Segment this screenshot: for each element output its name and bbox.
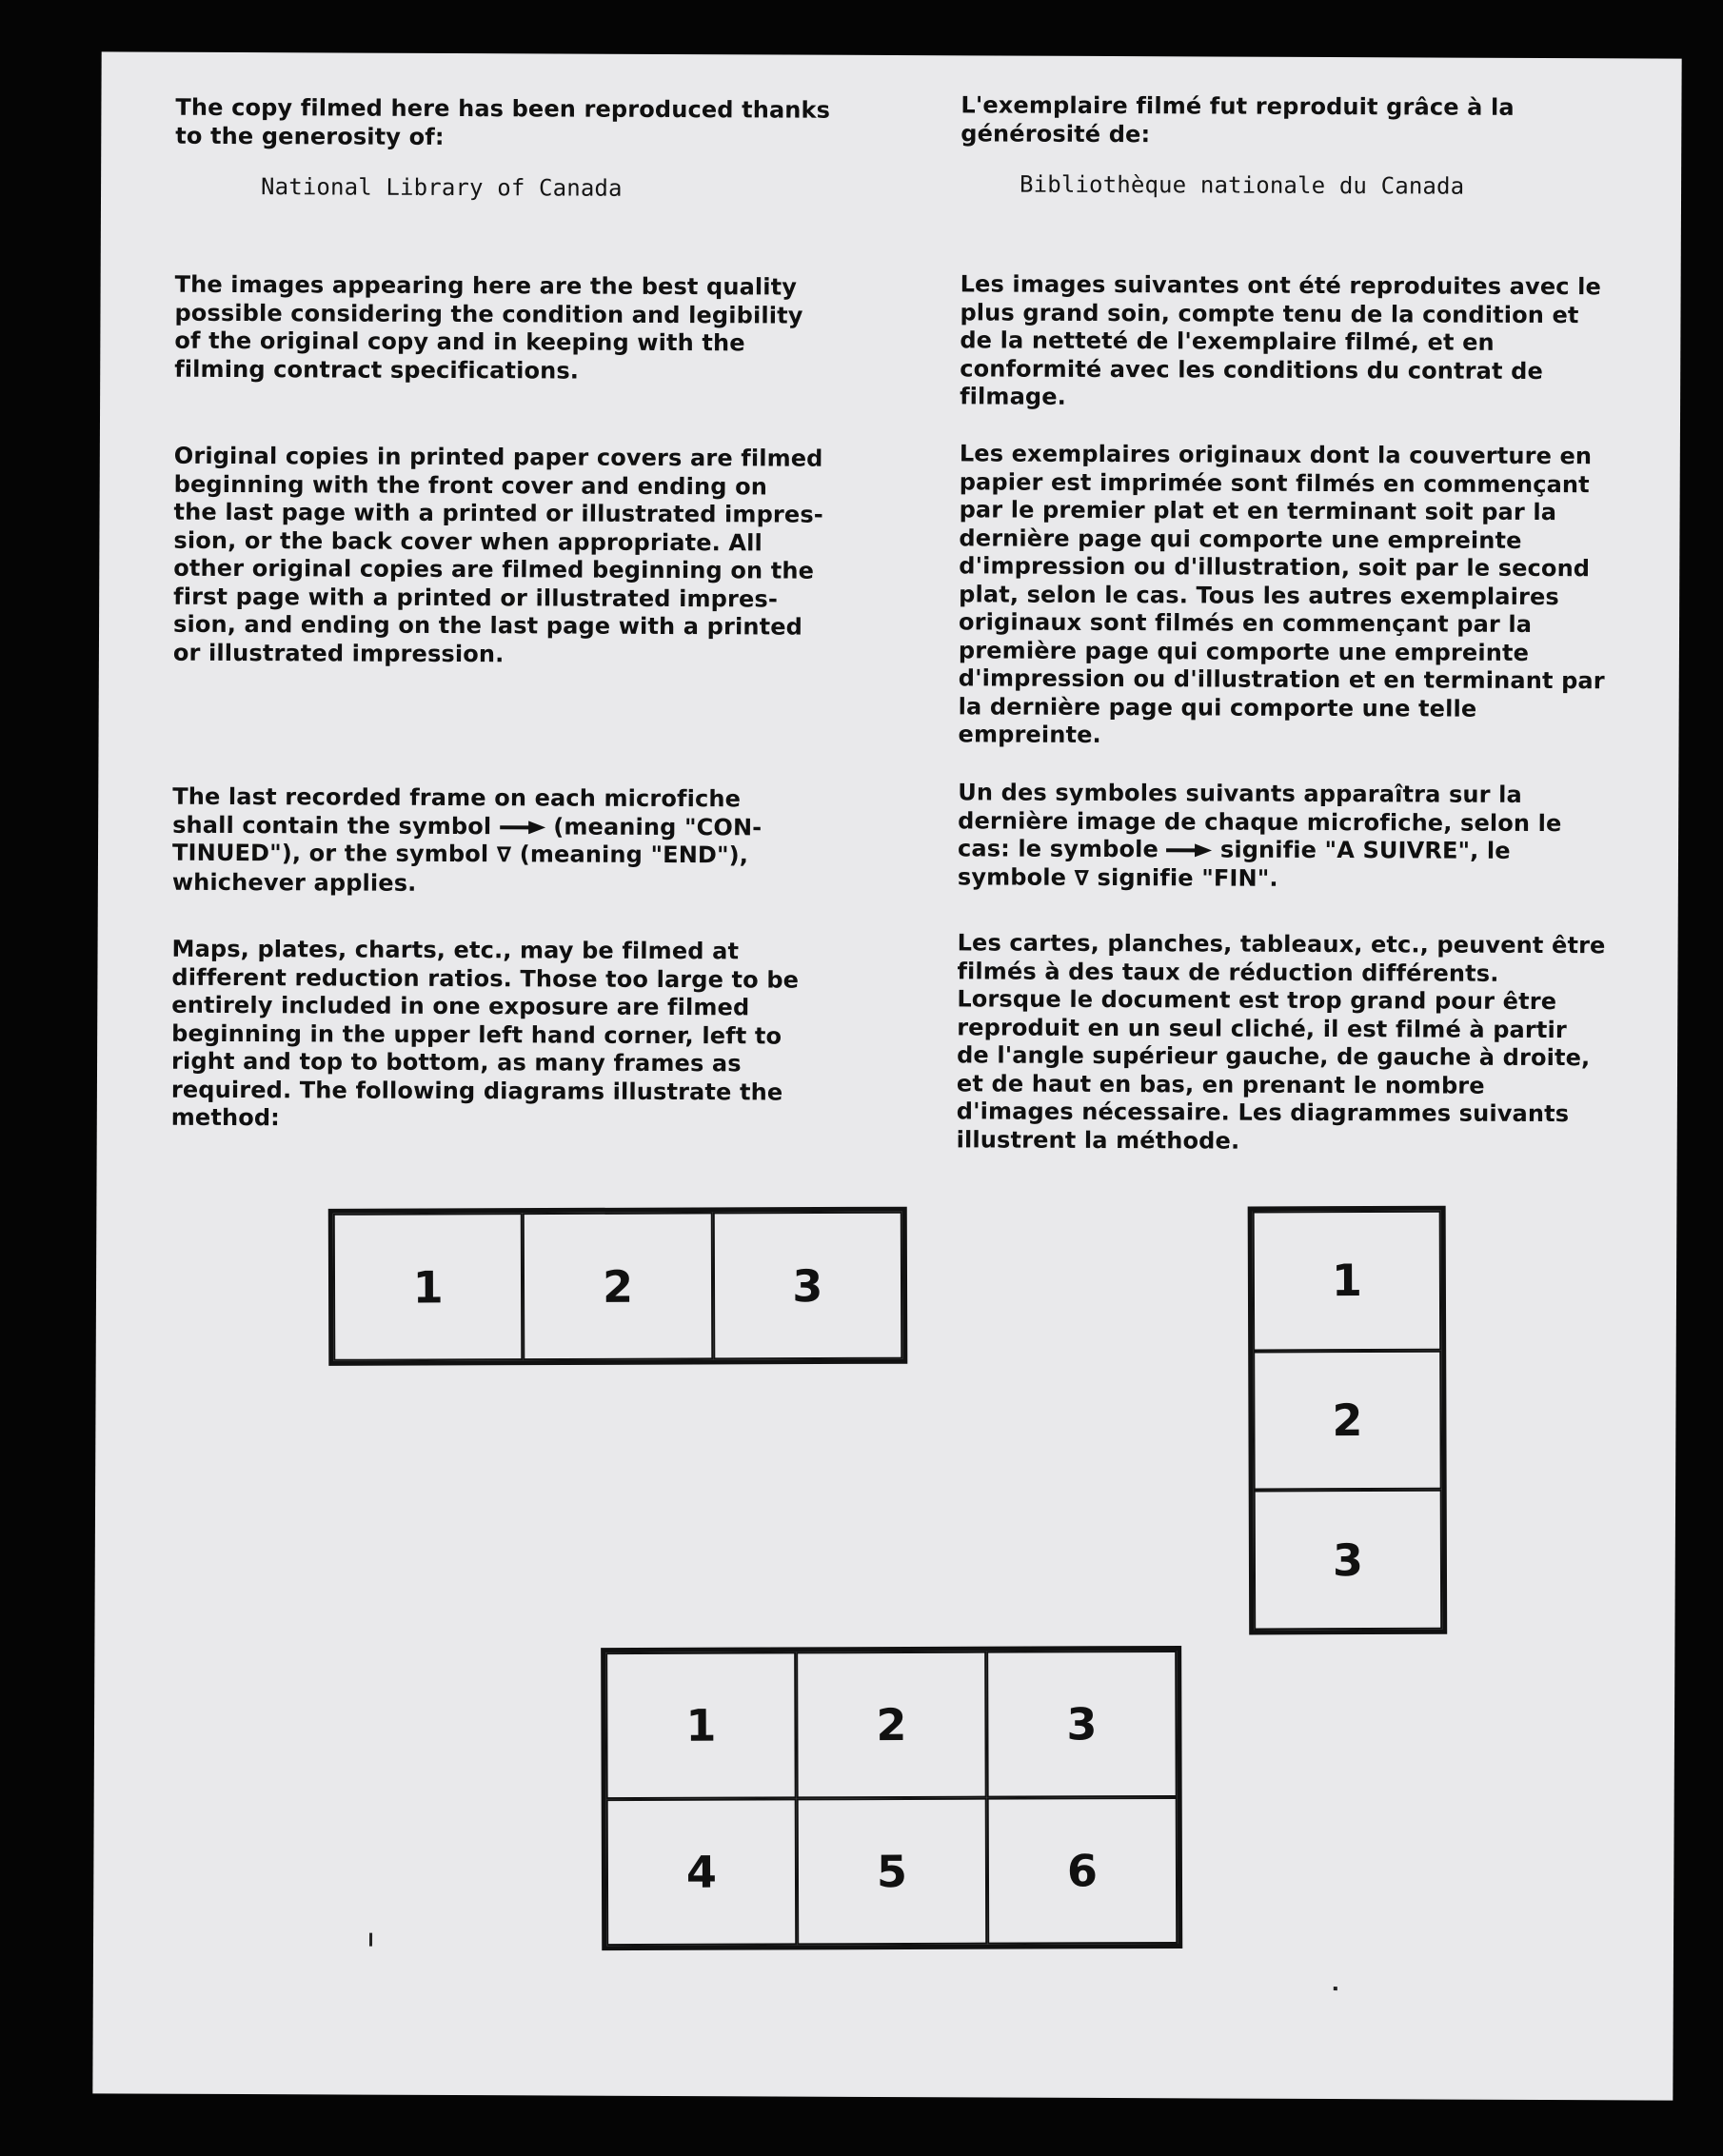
- continued-arrow-icon: [500, 821, 545, 834]
- en-covers-paragraph: [173, 443, 860, 670]
- fr-quality-text: Les images suivantes ont été reproduites avec le plus grand soin, compte tenu de la condition et de la netteté de l'exemplaire filmé, et en conformité avec les conditions du contrat de filmage.: [960, 270, 1602, 410]
- en-quality-paragraph: [174, 271, 861, 386]
- frame-cell: 1: [333, 1213, 524, 1361]
- frame-cell: 4: [606, 1798, 798, 1946]
- fr-quality-paragraph: [960, 270, 1646, 414]
- frame-cell: 2: [523, 1212, 713, 1360]
- suivre-arrow-icon: [1166, 843, 1212, 857]
- scan-speck: [369, 1933, 372, 1947]
- en-symbols-line-2: [172, 811, 858, 842]
- scan-speck: [1334, 1987, 1337, 1990]
- fr-maps-text: Les cartes, planches, tableaux, etc., peuvent être filmés à des taux de réduction différents. Lorsque le document est trop grand pour être reproduit en un seul cliché, il est filmé à partir de l'angle supérieur gauche, de gauche à droite, et de haut en bas, en prenant le nombre d'images nécessaire. Les diagrammes suivants illustrent la méthode.: [956, 929, 1606, 1155]
- frame-cell: 6: [987, 1797, 1178, 1945]
- diagram-vertical-three-frames: [1248, 1206, 1448, 1635]
- en-symbols-line-3-pre: TINUED"), or the symbol: [171, 839, 497, 868]
- en-intro: The copy filmed here has been reproduced thanks to the generosity of:: [175, 93, 831, 150]
- frame-cell: 3: [712, 1212, 902, 1360]
- en-symbols-paragraph: [172, 783, 859, 900]
- frame-cell: 2: [796, 1652, 987, 1799]
- en-quality-text: The images appearing here are the best quality possible considering the condition and legibility of the original copy and in keeping with the filming contract specifications.: [174, 270, 803, 385]
- english-column: [175, 94, 861, 205]
- fr-maps-paragraph: [957, 929, 1643, 1157]
- fr-symbols-line-3: [958, 835, 1643, 866]
- fr-symbols-paragraph: [958, 779, 1644, 895]
- fr-symbols-line-1: Un des symboles suivants apparaîtra sur la: [958, 779, 1522, 808]
- fr-covers-paragraph: [959, 440, 1645, 752]
- frame-cell: 3: [986, 1651, 1178, 1798]
- fr-symbols-line-2: dernière image de chaque microfiche, selon le: [958, 806, 1562, 837]
- en-library-name: National Library of Canada: [261, 173, 623, 202]
- fr-symbols-line-3-pre: cas: le symbole: [957, 835, 1167, 863]
- fr-symbols-line-4-post: signifie "FIN".: [1089, 863, 1278, 892]
- frame-cell: 1: [1253, 1211, 1442, 1351]
- frame-cell: 5: [797, 1798, 988, 1946]
- en-symbols-line-2-pre: shall contain the symbol: [172, 811, 500, 840]
- diagram-horizontal-three-frames: [328, 1207, 908, 1366]
- fr-intro: L'exemplaire filmé fut reproduit grâce à la générosité de:: [961, 91, 1515, 148]
- en-symbols-line-4: whichever applies.: [171, 868, 417, 897]
- fin-triangle-icon: ∇: [1074, 866, 1090, 891]
- frame-cell: 2: [1253, 1350, 1442, 1490]
- end-triangle-icon: ∇: [496, 843, 512, 868]
- en-symbols-line-3: [172, 840, 858, 872]
- en-maps-paragraph: [171, 936, 858, 1136]
- french-column: [961, 91, 1646, 202]
- microfilm-target-page: [92, 51, 1681, 2100]
- diagram-six-frame-grid: [601, 1646, 1182, 1950]
- fr-library-name: Bibliothèque nationale du Canada: [1020, 170, 1465, 200]
- en-maps-text: Maps, plates, charts, etc., may be filmed at different reduction ratios. Those too large to be entirely included in one exposure are filmed beginning in the upper left hand corner, left to right and top to bottom, as many frames as required. The following diagrams illustrate the method:: [170, 935, 800, 1132]
- frame-cell: 1: [605, 1652, 797, 1799]
- fr-symbols-line-3-post: signifie "A SUIVRE", le: [1212, 836, 1511, 864]
- frame-cell: 3: [1254, 1490, 1443, 1630]
- en-symbols-line-1: The last recorded frame on each microfiche: [172, 782, 742, 813]
- fr-symbols-line-4: [958, 863, 1643, 896]
- en-symbols-line-3-post: (meaning "END"),: [511, 841, 749, 869]
- fr-covers-text: Les exemplaires originaux dont la couverture en papier est imprimée sont filmés en commençant par le premier plat et en terminant soit par la dernière page qui comporte une empreinte d'impression ou d'illustration, soit par le second plat, selon le cas. Tous les autres exemplaires originaux sont filmés en commençant par la première page qui comporte une empreinte d'impression ou d'illustration et en terminant par la dernière page qui comporte une telle empreinte.: [958, 440, 1605, 748]
- en-covers-text: Original copies in printed paper covers are filmed beginning with the front cover and ending on the last page with a printed or illustrated impres- sion, or the back cover when appropriate. All other original copies are filmed beginning on the first page with a printed or illustrated impres- sion, and ending on the last page with a printed or illustrated impression.: [172, 442, 823, 667]
- en-symbols-line-2-post: (meaning "CON-: [545, 812, 762, 841]
- fr-symbols-line-4-pre: symbole: [957, 862, 1075, 891]
